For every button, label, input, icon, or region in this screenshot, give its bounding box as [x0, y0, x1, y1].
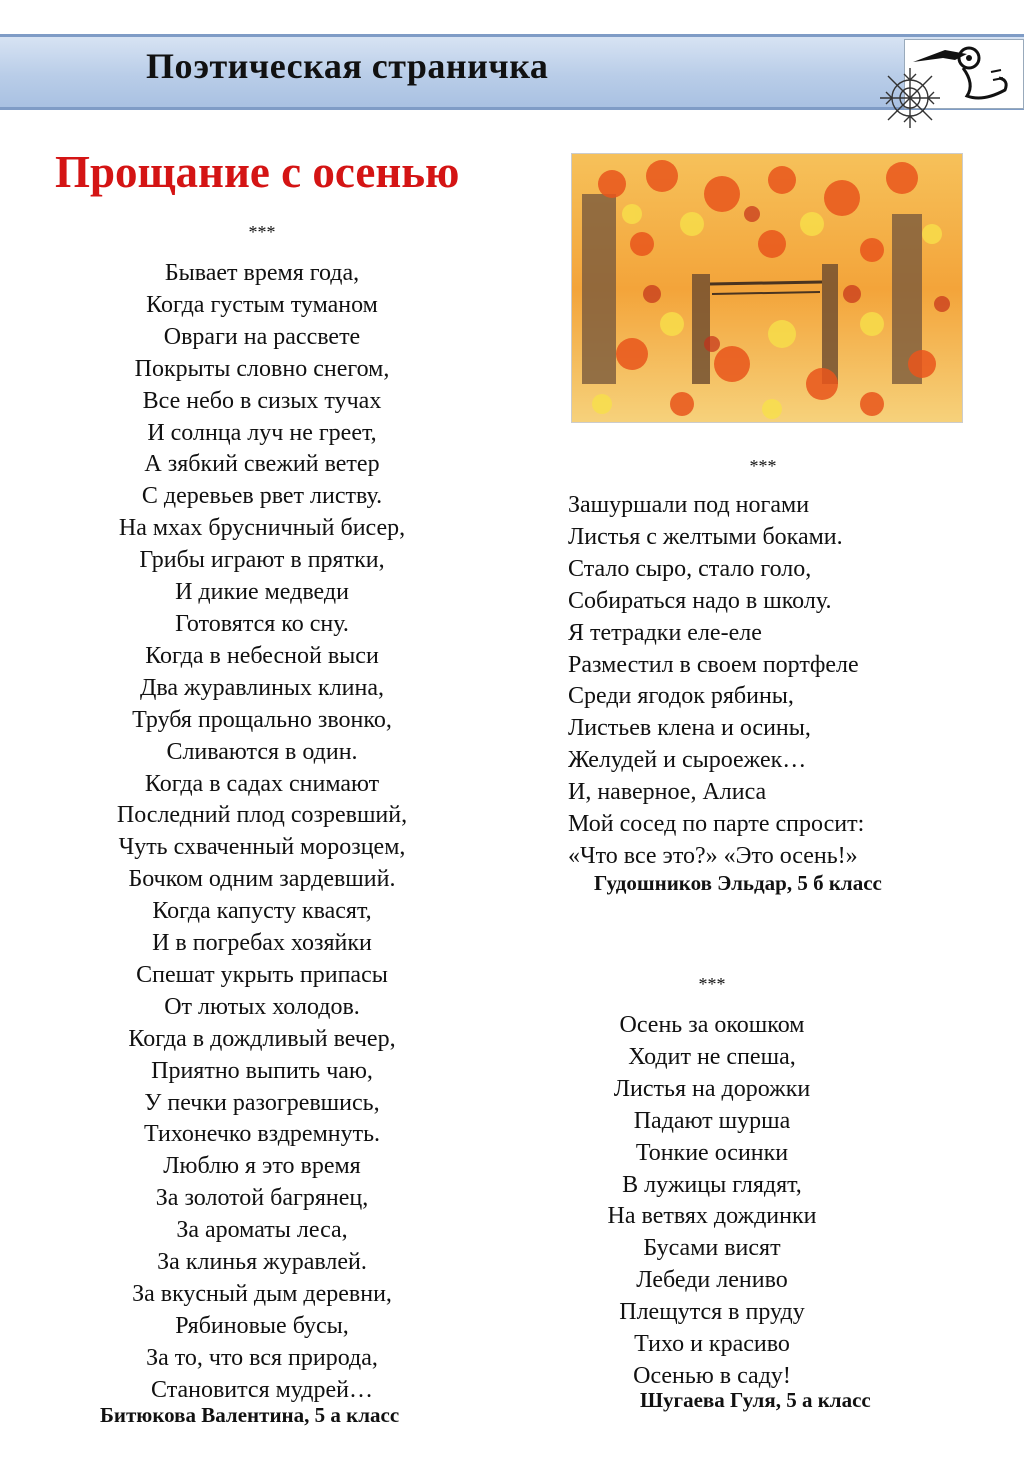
- poem-line: Осенью в саду!: [633, 1362, 791, 1389]
- poem-author: Шугаева Гуля, 5 а класс: [640, 1388, 871, 1412]
- poem-line: И дикие медведи: [175, 579, 349, 606]
- poem-autumn-window: [562, 974, 862, 1393]
- poem-line: Готовятся ко сну.: [175, 610, 349, 637]
- poem-line: За золотой багрянец,: [155, 1185, 369, 1212]
- poem-line: Все небо в сизых тучах: [142, 387, 382, 414]
- poem-line: Последний плод созревший,: [116, 802, 408, 829]
- poem-line: Рябиновые бусы,: [175, 1312, 349, 1339]
- poem-line: Люблю я это время: [163, 1153, 361, 1180]
- autumn-forest-drawing: [571, 153, 963, 423]
- poem-separator: ***: [698, 974, 726, 994]
- poem-line: Среди ягодок рябины,: [568, 683, 794, 710]
- poem-line: Плещутся в пруду: [619, 1299, 805, 1326]
- poem-line: Разместил в своем портфеле: [568, 651, 859, 678]
- poem-line: Когда в садах снимают: [144, 770, 380, 797]
- poem-line: Осень за окошком: [619, 1012, 805, 1038]
- poem-line: А зябкий свежий ветер: [144, 451, 380, 478]
- poem-line: На ветвях дождинки: [607, 1203, 817, 1230]
- poem-line: С деревьев рвет листву.: [141, 483, 383, 510]
- poem-line: Мой сосед по парте спросит:: [568, 811, 865, 838]
- poem-line: Становится мудрей…: [151, 1376, 373, 1403]
- poem-line: Бусами висят: [643, 1235, 781, 1262]
- poem-line: В лужицы глядят,: [622, 1171, 802, 1198]
- poem-line: Желудей и сыроежек…: [568, 747, 807, 774]
- poem-author: Битюкова Валентина, 5 а класс: [100, 1403, 400, 1427]
- poem-line: За то, что вся природа,: [146, 1344, 378, 1371]
- page-header: [0, 34, 1024, 110]
- poem-line: Когда густым туманом: [146, 291, 378, 318]
- poem-line: Листья на дорожки: [613, 1075, 811, 1102]
- poem-separator: ***: [248, 222, 276, 242]
- poem-rustling-leaves: [568, 456, 948, 873]
- poem-line: Овраги на рассвете: [163, 323, 361, 350]
- poem-line: И, наверное, Алиса: [568, 779, 767, 806]
- poem-line: От лютых холодов.: [164, 993, 360, 1020]
- poem-separator: ***: [749, 456, 777, 476]
- header-title: Поэтическая страничка: [146, 46, 549, 86]
- poem-line: Приятно выпить чаю,: [151, 1057, 373, 1084]
- poem-line: Ходит не спеша,: [628, 1043, 796, 1070]
- poem-line: Когда в дождливый вечер,: [128, 1025, 396, 1052]
- poem-line: Грибы играют в прятки,: [139, 547, 385, 574]
- poem-line: Зашуршали под ногами: [568, 492, 810, 518]
- poem-line: Бочком одним зардевший.: [128, 866, 396, 893]
- poem-line: За ароматы леса,: [176, 1217, 348, 1244]
- poem-line: Стало сыро, стало голо,: [568, 555, 812, 582]
- poem-autumn-farewell: [62, 222, 462, 1407]
- poem-line: Когда в небесной выси: [145, 642, 379, 669]
- poem-line: И в погребах хозяйки: [152, 930, 372, 957]
- poem-line: Тихонечко вздремнуть.: [143, 1121, 381, 1148]
- poem-line: Тонкие осинки: [635, 1139, 789, 1166]
- poem-line: Листья с желтыми боками.: [568, 523, 843, 550]
- poem-line: Падают шурша: [633, 1107, 791, 1134]
- poem-line: На мхах брусничный бисер,: [118, 515, 406, 542]
- poem-line: Я тетрадки еле-еле: [568, 619, 762, 646]
- poem-line: За клинья журавлей.: [157, 1249, 367, 1276]
- snowflake-icon: [878, 66, 942, 130]
- poem-line: Чуть схваченный морозцем,: [118, 834, 406, 861]
- poem-line: Собираться надо в школу.: [568, 587, 832, 614]
- poem-line: И солнца луч не греет,: [147, 419, 377, 446]
- poem-line: Тихо и красиво: [634, 1331, 790, 1358]
- poem-line: Спешат укрыть припасы: [136, 961, 388, 988]
- poem-author: Гудошников Эльдар, 5 б класс: [594, 871, 882, 895]
- poem-line: Листьев клена и осины,: [568, 715, 811, 742]
- poem-line: У печки разогревшись,: [144, 1089, 380, 1116]
- poem-line: Трубя прощально звонко,: [132, 706, 392, 733]
- poem-line: Сливаются в один.: [166, 738, 358, 765]
- poem-line: Когда капусту квасят,: [152, 898, 372, 925]
- poem-line: Покрыты словно снегом,: [134, 355, 390, 382]
- poem-line: Бывает время года,: [164, 260, 360, 286]
- page-title: Прощание с осенью: [55, 147, 460, 197]
- poem-line: За вкусный дым деревни,: [132, 1281, 392, 1307]
- poem-line: «Что все это?» «Это осень!»: [568, 842, 858, 869]
- poem-line: Два журавлиных клина,: [139, 674, 385, 701]
- poem-line: Лебеди лениво: [636, 1267, 788, 1294]
